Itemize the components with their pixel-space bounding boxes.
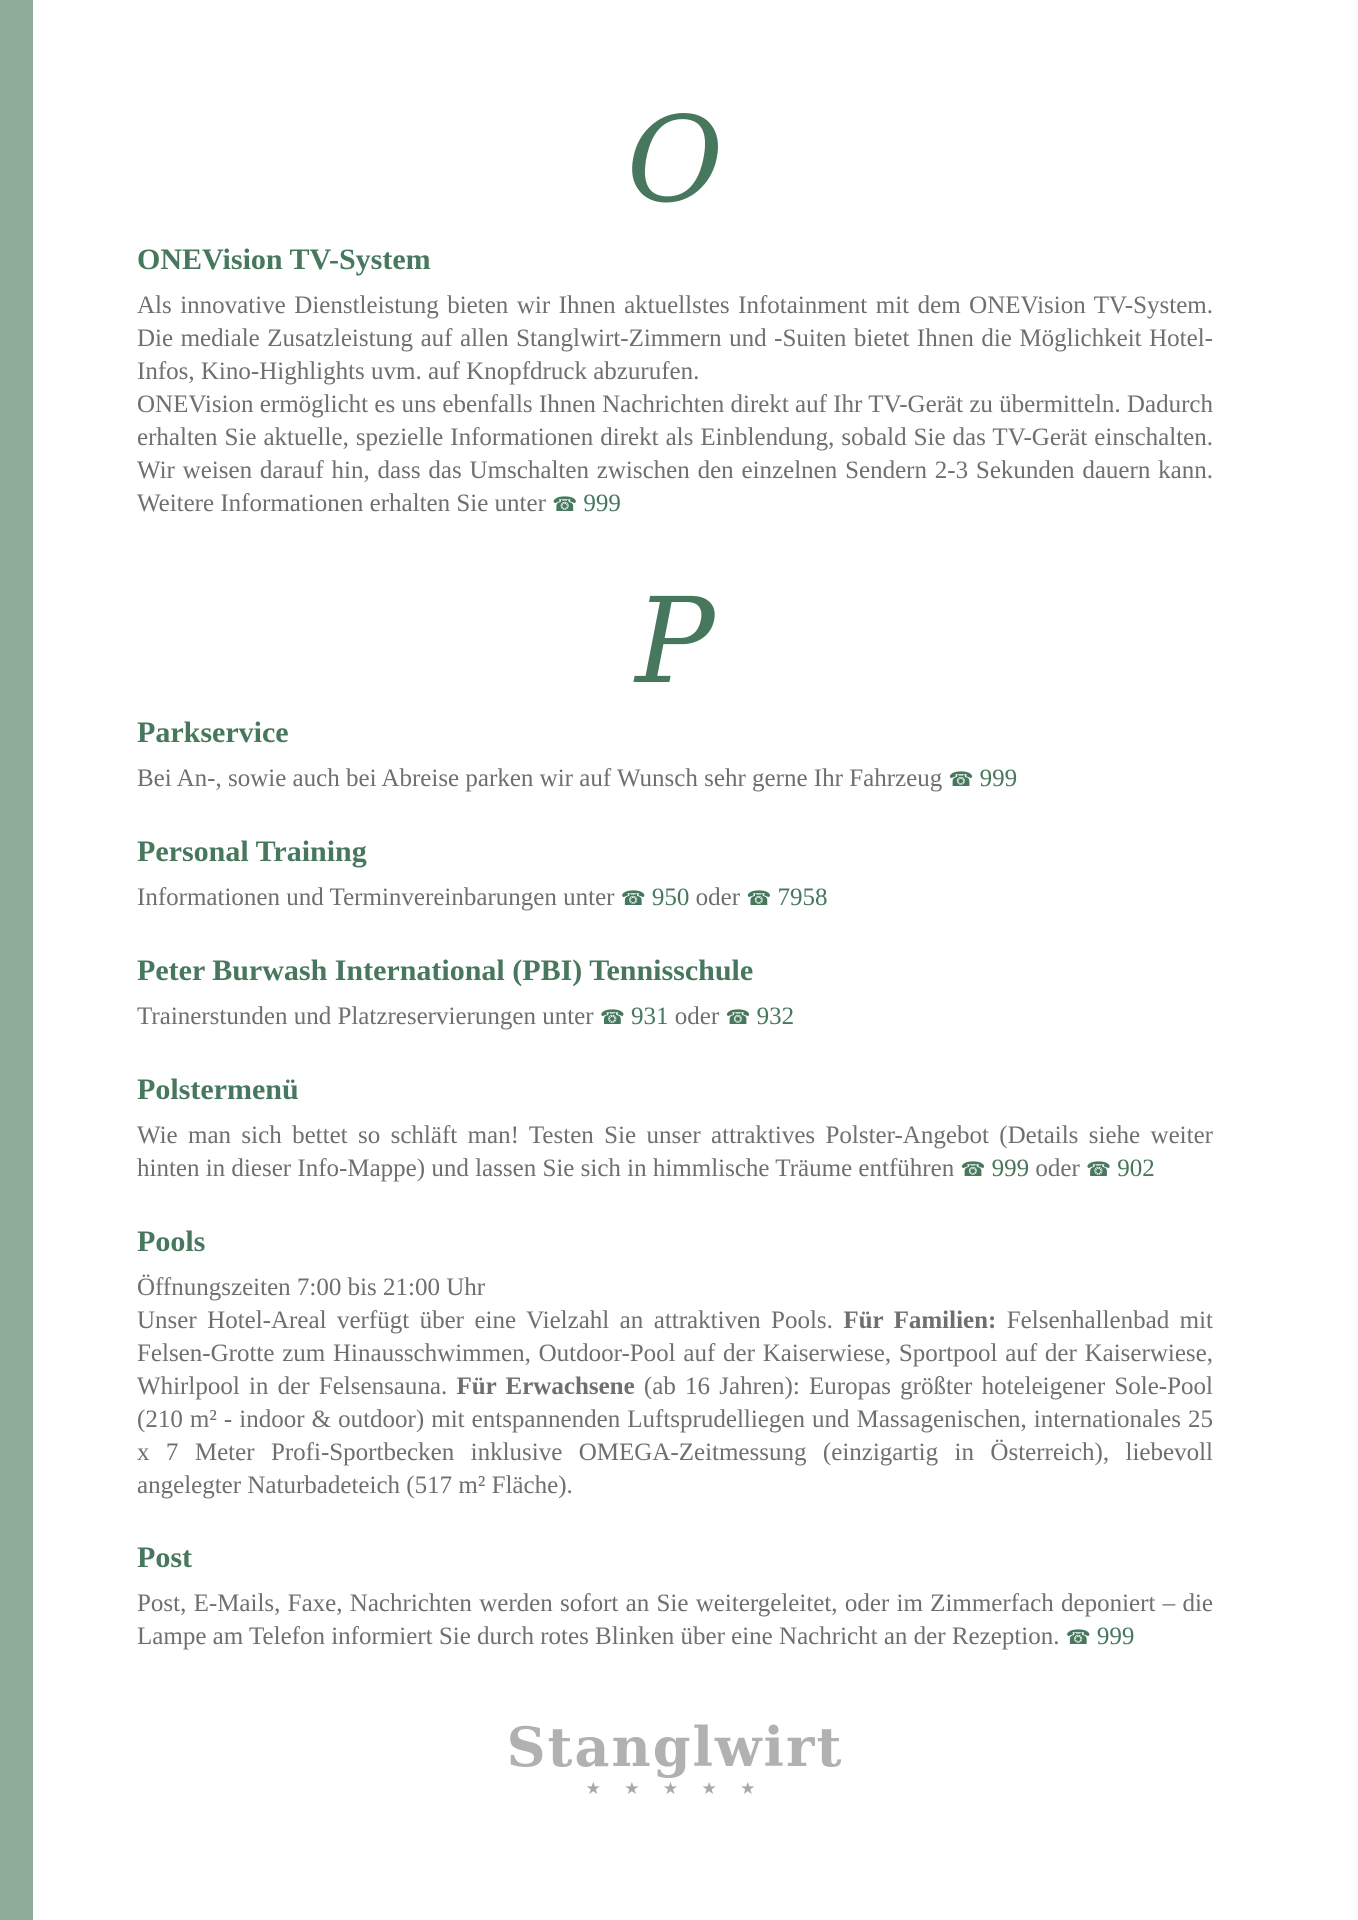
phone-icon: ☎ [599, 1005, 625, 1029]
text-run: oder [689, 884, 747, 911]
paragraph [137, 388, 1213, 521]
text-run: oder [1029, 1155, 1087, 1182]
text-run: Als innovative Dienstleistung bieten wir Ihnen aktuellstes Infotainment mit dem ONEVision TV-System. Die mediale Zusatzleistung auf allen Stanglwirt-Zimmern und -Suiten bietet Ihnen die Möglichkeit Hotel-Infos, Kino-Highlights uvm. auf Knopfdruck abzurufen. [137, 292, 1213, 385]
paragraph [137, 881, 1213, 915]
sections-container [137, 91, 1214, 1654]
text-run: Trainerstunden und Platzreservierungen unter [137, 1003, 600, 1030]
section-title: Pools [137, 1225, 206, 1258]
phone-icon: ☎ [948, 767, 974, 791]
section-title: Peter Burwash International (PBI) Tennisschule [137, 954, 754, 987]
phone-extension: 999 [577, 490, 621, 517]
paragraph [137, 1304, 1213, 1502]
phone-extension: 931 [624, 1003, 669, 1030]
paragraph [137, 1119, 1213, 1186]
footer [137, 1715, 1213, 1799]
phone-extension: 999 [985, 1155, 1030, 1182]
text-run: Für Erwachsene [456, 1373, 635, 1400]
text-run: Informationen und Terminvereinbarungen unter [137, 884, 621, 911]
phone-extension: 999 [1090, 1623, 1135, 1650]
text-run: (ab 16 Jahren): Europas größter hoteleigener Sole-Pool (210 m² - indoor & outdoor) mit entspannenden Luftsprudelliegen und Massagenischen, internationales 25 x 7 Meter Profi-Sportbecken inklusive OMEGA-Zeitmessung (einzigartig in Österreich), liebevoll angelegter Naturbadeteich (517 m² Fläche). [137, 1373, 1213, 1499]
phone-icon: ☎ [746, 886, 772, 910]
phone-extension: 950 [645, 884, 690, 911]
section-title: Post [137, 1541, 192, 1574]
phone-icon: ☎ [1086, 1157, 1111, 1181]
text-run: Felsenhallenbad mit Felsen-Grotte zum Hinausschwimmen, Outdoor-Pool auf der Kaiserwiese, Sportpool auf der Kaiserwiese, Whirlpool in der Felsensauna. [137, 1307, 1214, 1400]
section-title: Personal Training [137, 835, 367, 868]
section-title: Parkservice [137, 716, 289, 749]
section-title: Polstermenü [137, 1073, 299, 1106]
paragraph [137, 289, 1213, 388]
phone-extension: 902 [1110, 1155, 1155, 1182]
phone-extension: 999 [973, 765, 1018, 792]
phone-extension: 932 [750, 1003, 795, 1030]
phone-icon: ☎ [1065, 1625, 1091, 1649]
divider-letter-p: P [635, 572, 715, 710]
five-stars-icon: ★ ★ ★ ★ ★ [585, 1779, 765, 1799]
text-run: Post, E-Mails, Faxe, Nachrichten werden sofort an Sie weitergeleitet, oder im Zimmerfach deponiert – die Lampe am Telefon informiert Sie durch rotes Blinken über eine Nachricht an der Rezeption. [137, 1590, 1213, 1650]
paragraph [137, 1271, 1213, 1304]
text-run: oder [668, 1003, 726, 1030]
paragraph [137, 1000, 1213, 1034]
stanglwirt-logo: Stanglwirt [506, 1715, 844, 1779]
phone-icon: ☎ [620, 886, 646, 910]
text-run: Öffnungszeiten 7:00 bis 21:00 Uhr [137, 1274, 486, 1301]
phone-extension: 7958 [771, 884, 828, 911]
text-run: Bei An-, sowie auch bei Abreise parken wir auf Wunsch sehr gerne Ihr Fahrzeug [137, 765, 949, 792]
text-run: Unser Hotel-Areal verfügt über eine Vielzahl an attraktiven Pools. [137, 1307, 844, 1334]
divider-letter-o: O [626, 91, 724, 229]
text-run: Wie man sich bettet so schläft man! Testen Sie unser attraktives Polster-Angebot (Details siehe weiter hinten in dieser Info-Mappe) und lassen Sie sich in himmlische Träume entführen [137, 1122, 1213, 1182]
section-title: ONEVision TV-System [137, 243, 431, 276]
phone-icon: ☎ [552, 492, 578, 516]
phone-icon: ☎ [960, 1157, 986, 1181]
text-run: Für Familien: [843, 1307, 997, 1334]
text-run: ONEVision ermöglicht es uns ebenfalls Ihnen Nachrichten direkt auf Ihr TV-Gerät zu übermitteln. Dadurch erhalten Sie aktuelle, spezielle Informationen direkt als Einblendung, sobald Sie das TV-Gerät einschalten. Wir weisen darauf hin, dass das Umschalten zwischen den einzelnen Sendern 2-3 Sekunden dauern kann. Weitere Informationen erhalten Sie unter [137, 391, 1213, 517]
paragraph [137, 1587, 1213, 1654]
paragraph [137, 762, 1213, 796]
phone-icon: ☎ [725, 1005, 751, 1029]
